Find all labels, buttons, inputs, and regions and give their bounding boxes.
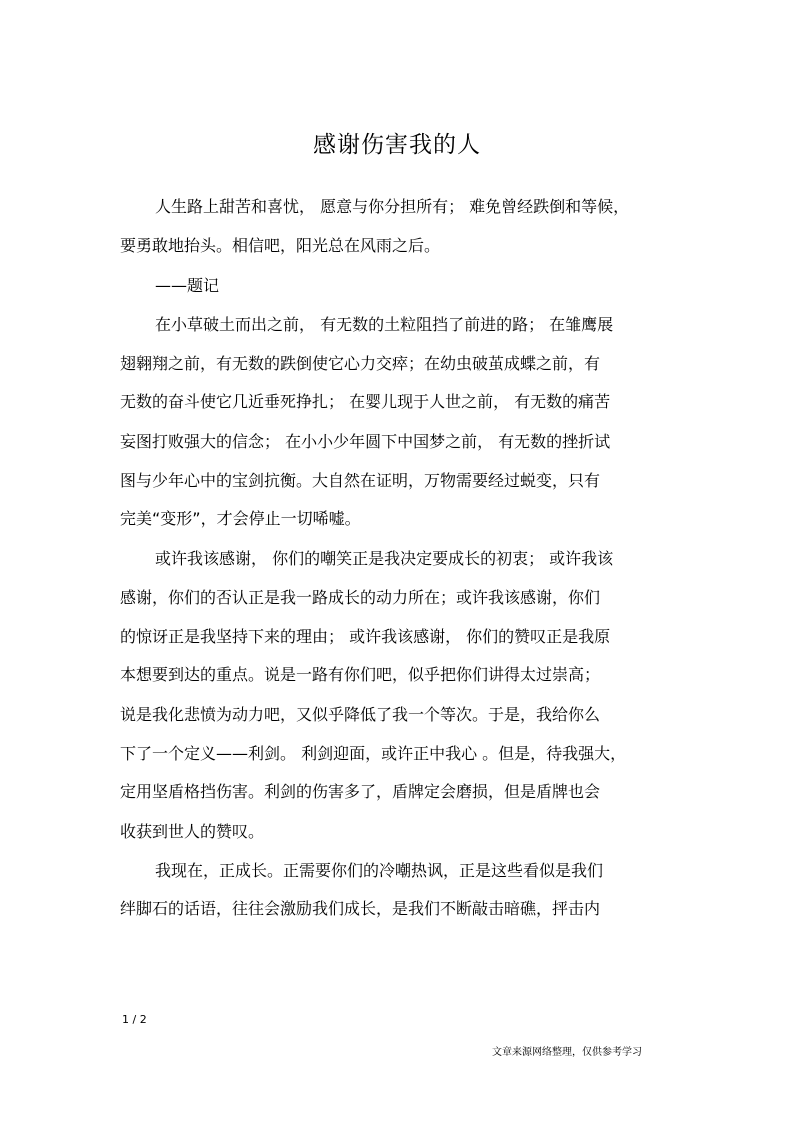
text-line: 图与少年心中的宝剑抗衡。大自然在证明，万物需要经过蜕变，只有 (120, 471, 601, 490)
text-line: 人生路上甜苦和喜忧， 愿意与你分担所有； 难免曾经跌倒和等候， (155, 197, 630, 216)
text-line: 无数的奋斗使它几近垂死挣扎； 在婴儿现于人世之前， 有无数的痛苦 (120, 392, 611, 411)
text-line: 感谢，你们的否认正是我一路成长的动力所在；或许我该感谢，你们 (120, 588, 601, 607)
text-line: 绊脚石的话语，往往会激励我们成长，是我们不断敲击暗礁，抨击内 (120, 899, 601, 918)
text-line: 说是我化悲愤为动力吧，又似乎降低了我一个等次。于是，我给你么 (120, 705, 601, 724)
text-line: 本想要到达的重点。说是一路有你们吧，似乎把你们讲得太过崇高； (120, 665, 601, 684)
text-line: 或许我该感谢， 你们的嘲笑正是我决定要成长的初衷； 或许我该 (155, 549, 614, 568)
footer-note: 文章来源网络整理，仅供参考学习 (492, 1047, 642, 1058)
page-number: 1 / 2 (122, 1013, 147, 1026)
text-line: 翅翱翔之前，有无数的跌倒使它心力交瘁；在幼虫破茧成蝶之前，有 (120, 354, 601, 373)
text-line: 的惊讶正是我坚持下来的理由； 或许我该感谢， 你们的赞叹正是我原 (120, 627, 611, 646)
text-line: 下了一个定义——利剑。 利剑迎面，或许正中我心 。但是，待我强大， (120, 744, 627, 763)
text-line: 妄图打败强大的信念； 在小小少年圆下中国梦之前， 有无数的挫折试 (120, 432, 611, 451)
text-line: ——题记 (155, 276, 220, 295)
text-line: 完美“变形”，才会停止一切唏嘘。 (120, 509, 361, 528)
text-line: 要勇敢地抬头。相信吧，阳光总在风雨之后。 (120, 236, 441, 255)
text-line: 收获到世人的赞叹。 (120, 822, 265, 841)
text-line: 定用坚盾格挡伤害。利剑的伤害多了，盾牌定会磨损，但是盾牌也会 (120, 782, 601, 801)
page-title: 感谢伤害我的人 (313, 132, 481, 158)
text-line: 在小草破土而出之前， 有无数的土粒阻挡了前进的路； 在雏鹰展 (155, 315, 614, 334)
text-line: 我现在，正成长。正需要你们的冷嘲热讽，正是这些看似是我们 (155, 861, 604, 880)
